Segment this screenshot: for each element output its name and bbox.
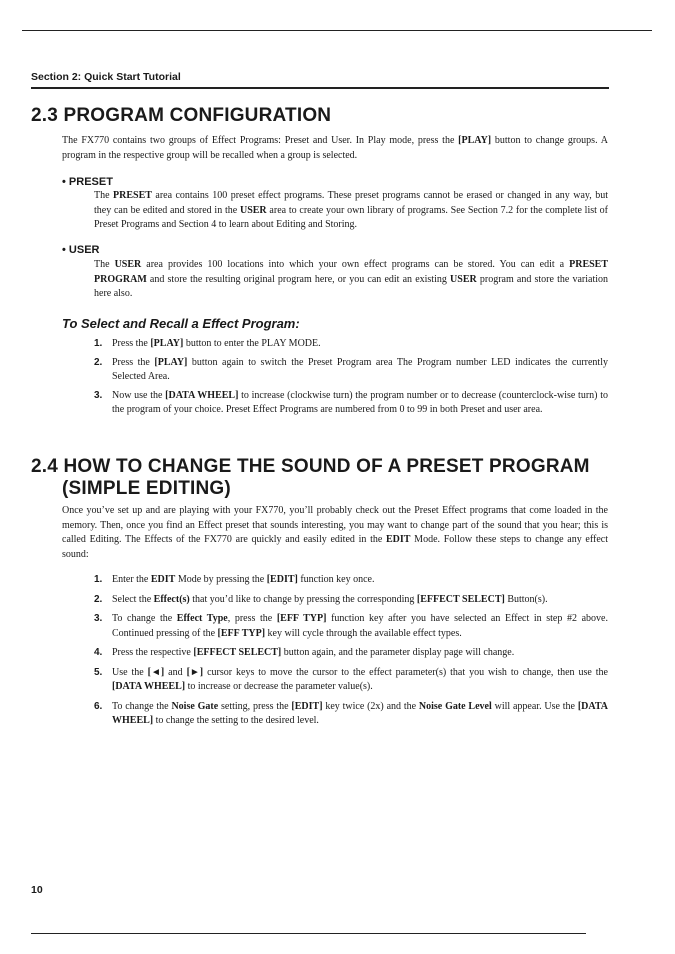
section-2-4-intro xyxy=(62,504,608,562)
text-run: to increase (clockwise turn) the program number or to decrease (counterclock-wise turn) to the program of your choice. Preset Effect Programs are numbered from 0 to 99 in both Preset and user area. xyxy=(112,389,608,415)
text-run: program and store the variation here also. xyxy=(94,273,609,299)
step-item xyxy=(94,700,608,729)
section-header: Section 2: Quick Start Tutorial xyxy=(31,71,181,83)
text-run: Now use the xyxy=(112,389,166,401)
top-rule xyxy=(22,30,652,31)
text-run: Once you’ve set up and are playing with your FX770, you’ll probably check out the Preset Effect programs that come loaded in the memory. Then, once you find an Effect preset that sounds interesting, you may want to change part of the sound that you hear; this is called Editing. The Effects of the FX770 are quickly and easily edited in the xyxy=(62,505,608,545)
text-run: Press the xyxy=(112,338,151,349)
step-text xyxy=(112,338,321,349)
step-text xyxy=(112,667,608,693)
text-run: and store the resulting original program here, or you can edit an existing xyxy=(146,273,451,285)
text-run: function key once. xyxy=(297,574,375,585)
bold-term: [►] xyxy=(186,666,204,678)
text-run: will appear. Use the xyxy=(491,700,578,712)
step-number: 1. xyxy=(94,338,103,349)
bold-term: PRESET xyxy=(113,190,152,201)
text-run: The FX770 contains two groups of Effect Programs: Preset and User. In Play mode, press the xyxy=(62,135,459,146)
bold-term: [PLAY] xyxy=(458,135,492,146)
step-number: 2. xyxy=(94,593,103,605)
text-run: and xyxy=(164,666,187,678)
bold-term: USER xyxy=(450,273,477,285)
bold-term: [EFFECT SELECT] xyxy=(193,647,282,658)
text-run: Press the respective xyxy=(112,647,194,658)
text-run: cursor keys to move the cursor to the effect parameter(s) that you wish to change, then use the xyxy=(203,666,608,678)
text-run: Button(s). xyxy=(504,593,548,605)
text-run: To change the xyxy=(112,613,177,624)
text-run: key twice (2x) and the xyxy=(322,700,419,712)
section-2-3-intro xyxy=(62,134,608,163)
bold-term: Effect Type xyxy=(176,613,228,624)
step-number: 6. xyxy=(94,700,103,712)
step-text xyxy=(112,613,608,639)
select-recall-subhead: To Select and Recall a Effect Program: xyxy=(62,316,300,331)
text-run: button to enter the PLAY MODE. xyxy=(183,338,321,349)
select-recall-steps xyxy=(94,337,608,422)
bold-term: [EFF TYP] xyxy=(276,613,327,624)
bold-term: EDIT xyxy=(150,574,176,585)
step-text xyxy=(112,594,548,605)
text-run: Select the xyxy=(112,593,154,605)
text-run: key will cycle through the available effect types. xyxy=(265,627,462,639)
text-run: area to create your own library of programs. See Section 7.2 for the complete list of Preset Programs and Section 4 to learn about Editing and Storing. xyxy=(94,204,609,230)
bold-term: [DATA WHEEL] xyxy=(112,681,186,692)
step-number: 5. xyxy=(94,666,103,678)
step-item xyxy=(94,612,608,641)
step-number: 3. xyxy=(94,613,103,624)
step-number: 4. xyxy=(94,647,103,658)
step-text xyxy=(112,701,608,727)
step-number: 1. xyxy=(94,574,103,585)
text-run: area contains 100 preset effect programs. These preset programs cannot be erased or changed in any way, but they can be edited and stored in the xyxy=(94,190,608,216)
bold-term: Effect(s) xyxy=(153,593,190,605)
text-run: area provides 100 locations into which your own effect programs can be stored. You can edit a xyxy=(141,259,570,270)
bold-term: PRESET PROGRAM xyxy=(94,259,609,285)
step-item xyxy=(94,666,608,695)
step-item xyxy=(94,593,608,608)
step-text xyxy=(112,357,608,383)
user-heading: • USER xyxy=(62,244,100,256)
bold-term: [◄] xyxy=(147,666,165,678)
section-2-4-title-line2: (SIMPLE EDITING) xyxy=(62,478,231,499)
text-run: Press the xyxy=(112,356,155,368)
bold-term: EDIT xyxy=(386,534,411,545)
bold-term: [PLAY] xyxy=(150,338,184,349)
text-run: The xyxy=(94,190,114,201)
bold-term: [EFFECT SELECT] xyxy=(416,593,505,605)
step-text xyxy=(112,647,514,658)
text-run: to change the setting to the desired level. xyxy=(153,715,319,726)
bold-term: [DATA WHEEL] xyxy=(112,700,609,726)
bold-term: Noise Gate Level xyxy=(418,700,492,712)
bold-term: Noise Gate xyxy=(171,700,219,712)
user-body xyxy=(94,258,608,302)
page-number: 10 xyxy=(31,884,43,896)
text-run: Enter the xyxy=(112,574,151,585)
bottom-rule xyxy=(31,933,586,934)
text-run: button again to switch the Preset Program area The Program number LED indicates the currently Selected Area. xyxy=(112,356,608,382)
text-run: Mode. Follow these steps to change any effect sound: xyxy=(62,534,608,560)
step-number: 2. xyxy=(94,356,103,368)
preset-heading: • PRESET xyxy=(62,176,113,188)
bold-term: [DATA WHEEL] xyxy=(165,389,239,401)
bold-term: [EFF TYP] xyxy=(217,627,266,639)
text-run: , press the xyxy=(227,613,277,624)
step-item xyxy=(94,646,608,661)
step-number: 3. xyxy=(94,389,103,401)
bold-term: [EDIT] xyxy=(266,574,298,585)
text-run: button to change groups. A program in the respective group will be recalled when a group is selected. xyxy=(62,135,609,161)
text-run: To change the xyxy=(112,700,172,712)
text-run: Mode by pressing the xyxy=(175,574,267,585)
text-run: that you’d like to change by pressing the corresponding xyxy=(189,593,417,605)
text-run: setting, press the xyxy=(218,700,292,712)
simple-editing-steps xyxy=(94,573,608,734)
bold-term: [PLAY] xyxy=(154,356,188,368)
section-2-4-title-line1: 2.4 HOW TO CHANGE THE SOUND OF A PRESET PROGRAM xyxy=(31,456,590,477)
step-item xyxy=(94,389,608,418)
section-2-3-title: 2.3 PROGRAM CONFIGURATION xyxy=(31,105,332,126)
text-run: Use the xyxy=(112,666,148,678)
step-text xyxy=(112,390,608,416)
bold-term: USER xyxy=(239,204,267,216)
step-text xyxy=(112,574,374,585)
step-item xyxy=(94,356,608,385)
step-item xyxy=(94,337,608,352)
bold-term: USER xyxy=(114,259,142,270)
preset-body xyxy=(94,189,608,233)
text-run: function key after you have selected an Effect in step #2 above. Continued pressing of the xyxy=(112,613,608,639)
text-run: The xyxy=(94,259,115,270)
step-item xyxy=(94,573,608,588)
header-rule xyxy=(31,87,609,89)
text-run: button again, and the parameter display page will change. xyxy=(281,647,515,658)
bold-term: [EDIT] xyxy=(291,700,323,712)
text-run: to increase or decrease the parameter value(s). xyxy=(185,681,373,692)
